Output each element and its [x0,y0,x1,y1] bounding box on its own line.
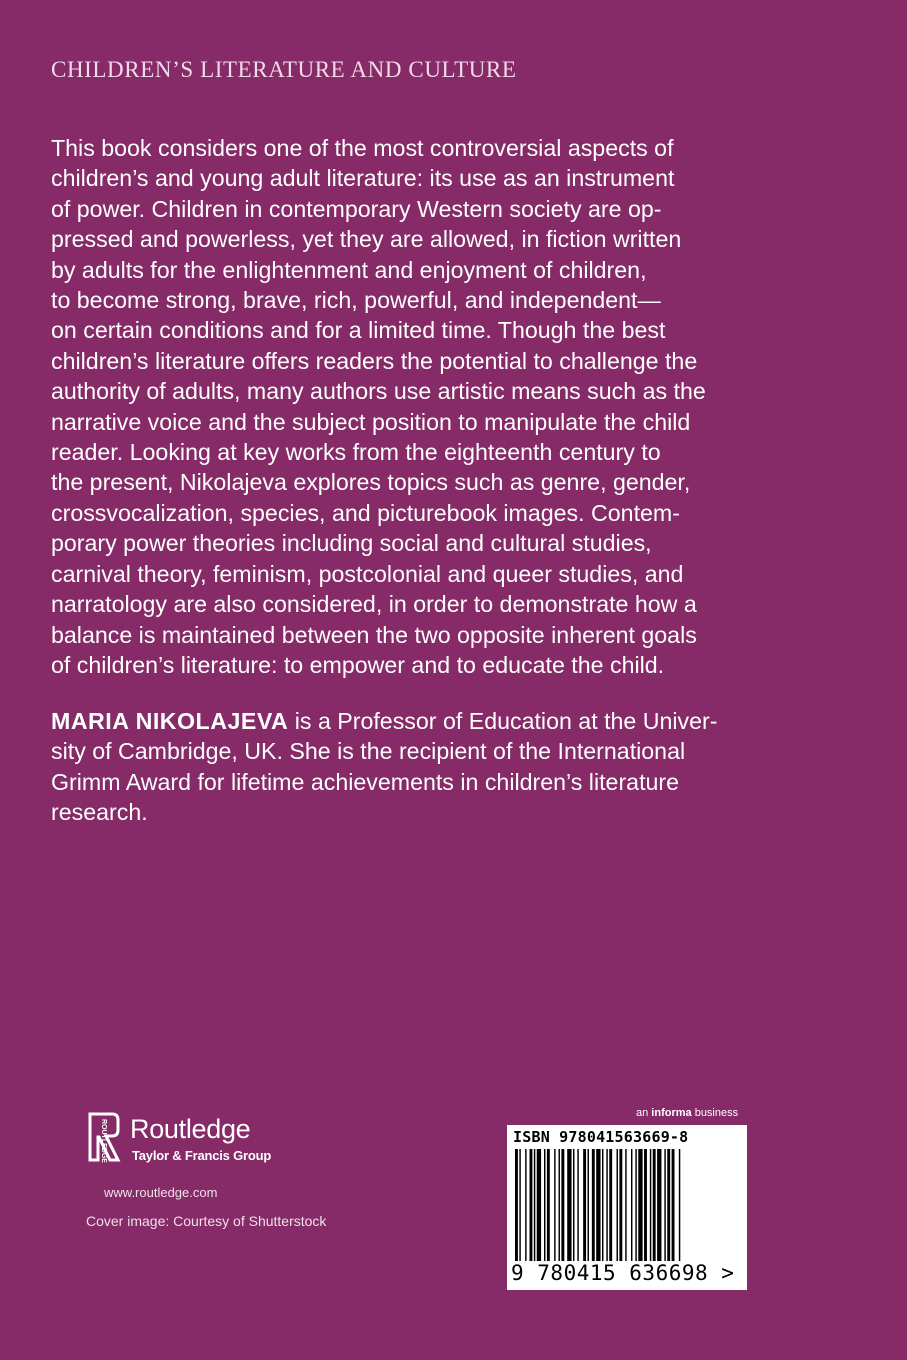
bio-line: research. [51,799,148,826]
barcode-bar [515,1149,518,1261]
barcode-bar [544,1149,545,1261]
informa-brand: informa [651,1107,692,1119]
blurb-line: children’s and young adult literature: its use as an instrument [51,165,675,192]
routledge-logo [86,1110,286,1170]
barcode-bar [525,1149,526,1261]
blurb-line: of power. Children in contemporary Western society are op- [51,195,662,222]
barcode-bar [657,1149,661,1261]
barcode [507,1125,747,1290]
informa-prefix: an [636,1107,652,1119]
barcode-bar [519,1149,520,1261]
website-link[interactable]: www.routledge.com [104,1185,218,1200]
informa-suffix: business [691,1107,739,1119]
informa-tagline [636,1107,738,1119]
barcode-bar [625,1149,626,1261]
blurb-line: to become strong, brave, rich, powerful, and independent— [51,287,661,314]
logo-vertical-text: ROUTLEDGE [100,1119,107,1163]
barcode-bar [619,1149,622,1261]
blurb-line: This book considers one of the most controversial aspects of [51,135,674,161]
barcode-bar [650,1149,651,1261]
blurb-line: of children’s literature: to empower and to educate the child. [51,651,665,678]
barcode-bar [638,1149,642,1261]
cover-credit: Cover image: Courtesy of Shutterstock [86,1213,327,1229]
barcode-bar [644,1149,647,1261]
bio-line: Grimm Award for lifetime achievements in children’s literature [51,768,680,795]
publisher-group: Taylor & Francis Group [132,1148,272,1163]
barcode-bar [534,1149,535,1261]
barcode-bar [592,1149,595,1261]
blurb-line: the present, Nikolajeva explores topics such as genre, gender, [51,469,691,496]
barcode-bar [664,1149,665,1261]
barcode-bar [567,1149,571,1261]
blurb-line: pressed and powerless, yet they are allowed, in fiction written [51,226,682,253]
blurb [51,133,771,680]
barcode-bar [596,1149,600,1261]
blurb-line: reader. Looking at key works from the eighteenth century to [51,439,661,466]
blurb-line: authority of adults, many authors use artistic means such as the [51,378,706,405]
blurb-line: on certain conditions and for a limited time. Though the best [51,317,666,344]
author-bio [51,706,771,828]
barcode-bar [561,1149,564,1261]
isbn-text: ISBN 978041563669-8 [513,1128,689,1146]
barcode-bar [573,1149,574,1261]
blurb-line: narratology are also considered, in order to demonstrate how a [51,591,697,618]
barcode-bar [559,1149,560,1261]
blurb-line: balance is maintained between the two opposite inherent goals [51,621,697,648]
barcode-bar [583,1149,586,1261]
barcode-bar [577,1149,578,1261]
blurb-line: porary power theories including social and cultural studies, [51,530,652,557]
blurb-line: by adults for the enlightenment and enjoyment of children, [51,256,647,283]
barcode-bar [606,1149,607,1261]
barcode-bar [537,1149,541,1261]
bio-text: is a Professor of Education at the Univer- [288,708,718,734]
barcode-bar [631,1149,632,1261]
routledge-logo-mark-icon [86,1110,122,1166]
barcode-bar [653,1149,656,1261]
barcode-bar [635,1149,636,1261]
publisher-name: Routledge [130,1114,251,1144]
barcode-bar [609,1149,612,1261]
blurb-line: crossvocalization, species, and picturebook images. Contem- [51,499,680,526]
blurb-line: narrative voice and the subject position to manipulate the child [51,408,691,435]
series-title: CHILDREN’S LITERATURE AND CULTURE [51,57,517,82]
barcode-bar [530,1149,533,1261]
barcode-bar [602,1149,603,1261]
barcode-bars-icon [515,1149,739,1261]
barcode-bar [667,1149,670,1261]
barcode-bar [672,1149,675,1261]
bio-line: sity of Cambridge, UK. She is the recipient of the International [51,738,686,765]
author-name: MARIA NIKOLAJEVA [51,708,289,734]
barcode-bar [554,1149,555,1261]
barcode-bar [679,1149,680,1261]
barcode-digits: 9 780415 636698 > [511,1261,735,1285]
blurb-line: children’s literature offers readers the potential to challenge the [51,347,698,374]
barcode-bar [547,1149,550,1261]
barcode-bar [588,1149,589,1261]
barcode-bar [617,1149,618,1261]
bio-line [51,706,771,736]
blurb-line: carnival theory, feminism, postcolonial and queer studies, and [51,560,684,587]
